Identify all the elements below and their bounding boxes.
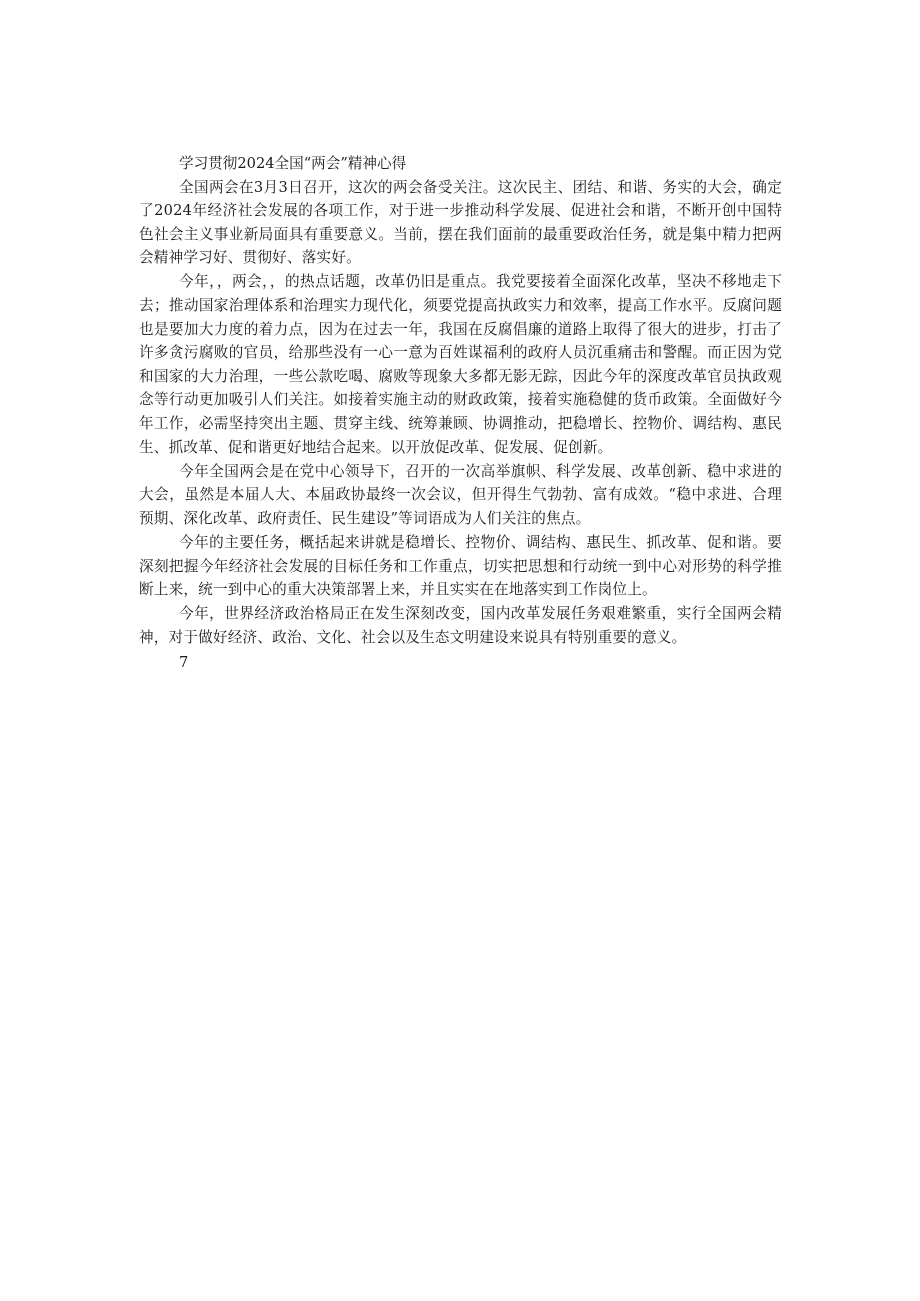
paragraph-1: 全国两会在3月3日召开，这次的两会备受关注。这次民主、团结、和谐、务实的大会，确定了2024年经济社会发展的各项工作，对于进一步推动科学发展、促进社会和谐，不断开创中国特色社会主义事业新局面具有重要意义。当前，摆在我们面前的最重要政治任务，就是集中精力把两会精神学习好、贯彻好、落实好。: [139, 178, 782, 267]
paragraph-5: 今年，世界经济政治格局正在发生深刻改变，国内改革发展任务艰难繁重，实行全国两会精神，对于做好经济、政治、文化、社会以及生态文明建设来说具有特别重要的意义。: [139, 605, 782, 646]
page-number: 7: [179, 654, 189, 672]
document-title: 学习贯彻2024全国“两会”精神心得: [179, 155, 407, 172]
document-body: [139, 152, 782, 675]
paragraph-2: 今年，，两会，，的热点话题，改革仍旧是重点。我党要接着全面深化改革，坚决不移地走下去；推动国家治理体系和治理实力现代化，须要党提高执政实力和效率，提高工作水平。反腐问题也是要加大力度的着力点，因为在过去一年，我国在反腐倡廉的道路上取得了很大的进步，打击了许多贪污腐败的官员，给那些没有一心一意为百姓谋福利的政府人员沉重痛击和警醒。而正因为党和国家的大力治理，一些公款吃喝、腐败等现象大多都无影无踪，因此今年的深度改革官员执政观念等行动更加吸引人们关注。如接着实施主动的财政政策，接着实施稳健的货币政策。全面做好今年工作，必需坚持突出主题、贯穿主线、统筹兼顾、协调推动，把稳增长、控物价、调结构、惠民生、抓改革、促和谐更好地结合起来。以开放促改革、促发展、促创新。: [139, 273, 782, 456]
paragraph-3: 今年全国两会是在党中心领导下，召开的一次高举旗帜、科学发展、改革创新、稳中求进的大会，虽然是本届人大、本届政协最终一次会议，但开得生气勃勃、富有成效。“稳中求进、合理预期、深化改革、政府责任、民生建设”等词语成为人们关注的焦点。: [139, 462, 782, 527]
paragraph-4: 今年的主要任务，概括起来讲就是稳增长、控物价、调结构、惠民生、抓改革、促和谐。要深刻把握今年经济社会发展的目标任务和工作重点，切实把思想和行动统一到中心对形势的科学推断上来，统一到中心的重大决策部署上来，并且实实在在地落实到工作岗位上。: [139, 534, 782, 599]
